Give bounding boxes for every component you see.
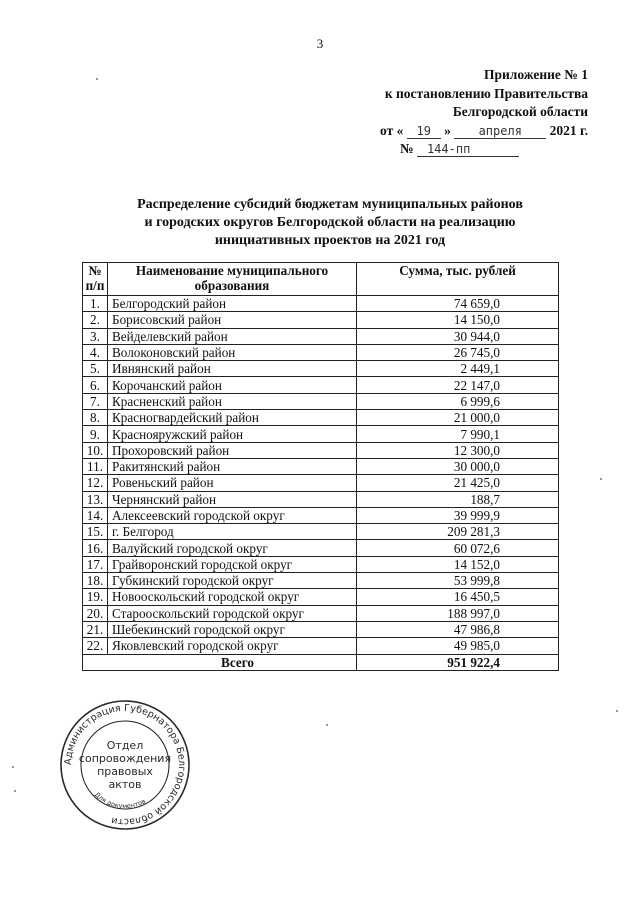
- row-num: 3.: [83, 328, 108, 344]
- row-name: Ровеньский район: [108, 475, 357, 491]
- title-line-2: и городских округов Белгородской области на реализацию: [144, 215, 516, 230]
- scan-speck: [12, 766, 14, 768]
- row-name: Волоконовский район: [108, 344, 357, 360]
- date-month: апреля: [454, 124, 546, 139]
- row-sum: 53 999,8: [357, 573, 559, 589]
- row-sum: 47 986,8: [357, 621, 559, 637]
- date-prefix: от «: [380, 122, 404, 138]
- total-row: [83, 654, 559, 670]
- row-sum: 14 152,0: [357, 556, 559, 572]
- row-sum: 30 000,0: [357, 458, 559, 474]
- scan-speck: [600, 478, 602, 480]
- row-name: Шебекинский городской округ: [108, 621, 357, 637]
- date-year: 2021 г.: [549, 122, 588, 138]
- table-row: [83, 328, 559, 344]
- row-name: Новооскольский городской округ: [108, 589, 357, 605]
- stamp-center-text: [58, 698, 192, 832]
- row-name: Яковлевский городской округ: [108, 638, 357, 654]
- table-row: [83, 573, 559, 589]
- stamp-center-line: актов: [108, 778, 142, 791]
- date-day: 19: [407, 124, 441, 139]
- annex-title: Приложение № 1: [484, 67, 588, 82]
- annex-date-line: [338, 122, 588, 141]
- row-sum: 7 990,1: [357, 426, 559, 442]
- header-num: № п/п: [83, 263, 108, 296]
- table-row: [83, 344, 559, 360]
- table-row: [83, 361, 559, 377]
- row-num: 12.: [83, 475, 108, 491]
- row-num: 8.: [83, 410, 108, 426]
- table-row: [83, 458, 559, 474]
- row-sum: 16 450,5: [357, 589, 559, 605]
- scan-speck: [96, 78, 98, 80]
- subsidies-table: [82, 262, 559, 671]
- date-mid: »: [444, 122, 451, 138]
- row-name: Ивнянский район: [108, 361, 357, 377]
- row-name: Красненский район: [108, 393, 357, 409]
- title-line-1: Распределение субсидий бюджетам муниципальных районов: [137, 197, 523, 212]
- row-sum: 30 944,0: [357, 328, 559, 344]
- row-num: 1.: [83, 296, 108, 312]
- row-sum: 21 425,0: [357, 475, 559, 491]
- table-row: [83, 393, 559, 409]
- row-name: Чернянский район: [108, 491, 357, 507]
- scan-speck: [616, 710, 618, 712]
- table-row: [83, 540, 559, 556]
- row-num: 9.: [83, 426, 108, 442]
- row-num: 6.: [83, 377, 108, 393]
- row-name: Борисовский район: [108, 312, 357, 328]
- table-row: [83, 377, 559, 393]
- row-sum: 188,7: [357, 491, 559, 507]
- table-header-row: [83, 263, 559, 296]
- table-row: [83, 621, 559, 637]
- stamp-center-line: сопровождения: [78, 752, 172, 765]
- table-row: [83, 296, 559, 312]
- row-name: Старооскольский городской округ: [108, 605, 357, 621]
- row-num: 15.: [83, 524, 108, 540]
- annex-header: [338, 66, 588, 159]
- row-num: 19.: [83, 589, 108, 605]
- annex-number-line: [338, 140, 588, 159]
- row-sum: 12 300,0: [357, 442, 559, 458]
- total-label: Всего: [83, 654, 357, 670]
- row-name: Грайворонский городской округ: [108, 556, 357, 572]
- row-sum: 14 150,0: [357, 312, 559, 328]
- row-name: Ракитянский район: [108, 458, 357, 474]
- stamp-bottom-text: Для документов: [92, 790, 147, 811]
- row-name: Корочанский район: [108, 377, 357, 393]
- row-sum: 39 999,9: [357, 507, 559, 523]
- stamp-center-line: Отдел: [106, 739, 144, 752]
- row-num: 22.: [83, 638, 108, 654]
- row-num: 18.: [83, 573, 108, 589]
- row-num: 5.: [83, 361, 108, 377]
- number-prefix: №: [400, 141, 414, 156]
- row-name: Красногвардейский район: [108, 410, 357, 426]
- row-num: 11.: [83, 458, 108, 474]
- document-number: 144-пп: [417, 142, 519, 157]
- table-row: [83, 556, 559, 572]
- annex-line-2: к постановлению Правительства: [384, 85, 588, 101]
- row-name: Алексеевский городской округ: [108, 507, 357, 523]
- row-name: Валуйский городской округ: [108, 540, 357, 556]
- total-sum: 951 922,4: [357, 654, 559, 670]
- row-num: 21.: [83, 621, 108, 637]
- row-sum: 22 147,0: [357, 377, 559, 393]
- scan-speck: [14, 790, 16, 792]
- table-row: [83, 312, 559, 328]
- row-num: 20.: [83, 605, 108, 621]
- row-name: Белгородский район: [108, 296, 357, 312]
- row-name: г. Белгород: [108, 524, 357, 540]
- scan-speck: [326, 724, 328, 726]
- row-name: Прохоровский район: [108, 442, 357, 458]
- row-num: 10.: [83, 442, 108, 458]
- row-sum: 2 449,1: [357, 361, 559, 377]
- row-name: Вейделевский район: [108, 328, 357, 344]
- row-num: 17.: [83, 556, 108, 572]
- table-row: [83, 638, 559, 654]
- document-title: [90, 196, 570, 250]
- header-sum: Сумма, тыс. рублей: [357, 263, 559, 296]
- table-body: [83, 296, 559, 655]
- table-row: [83, 589, 559, 605]
- annex-line-3: Белгородской области: [452, 104, 588, 119]
- row-sum: 209 281,3: [357, 524, 559, 540]
- table-row: [83, 524, 559, 540]
- row-sum: 49 985,0: [357, 638, 559, 654]
- row-num: 7.: [83, 393, 108, 409]
- row-sum: 26 745,0: [357, 344, 559, 360]
- official-stamp: [58, 698, 192, 832]
- row-name: Губкинский городской округ: [108, 573, 357, 589]
- table-row: [83, 507, 559, 523]
- title-line-3: инициативных проектов на 2021 год: [214, 233, 446, 248]
- row-sum: 21 000,0: [357, 410, 559, 426]
- table-row: [83, 475, 559, 491]
- table-row: [83, 410, 559, 426]
- row-num: 16.: [83, 540, 108, 556]
- row-sum: 74 659,0: [357, 296, 559, 312]
- stamp-ring-text: Администрация Губернатора Белгородской области: [62, 702, 188, 828]
- row-sum: 6 999,6: [357, 393, 559, 409]
- page-number: 3: [316, 36, 324, 51]
- table-row: [83, 491, 559, 507]
- stamp-center-line: правовых: [97, 765, 153, 778]
- row-num: 4.: [83, 344, 108, 360]
- row-num: 13.: [83, 491, 108, 507]
- row-num: 14.: [83, 507, 108, 523]
- row-num: 2.: [83, 312, 108, 328]
- row-sum: 60 072,6: [357, 540, 559, 556]
- row-sum: 188 997,0: [357, 605, 559, 621]
- table-row: [83, 442, 559, 458]
- table-row: [83, 605, 559, 621]
- table-row: [83, 426, 559, 442]
- header-name: Наименование муниципального образования: [108, 263, 357, 296]
- row-name: Краснояружский район: [108, 426, 357, 442]
